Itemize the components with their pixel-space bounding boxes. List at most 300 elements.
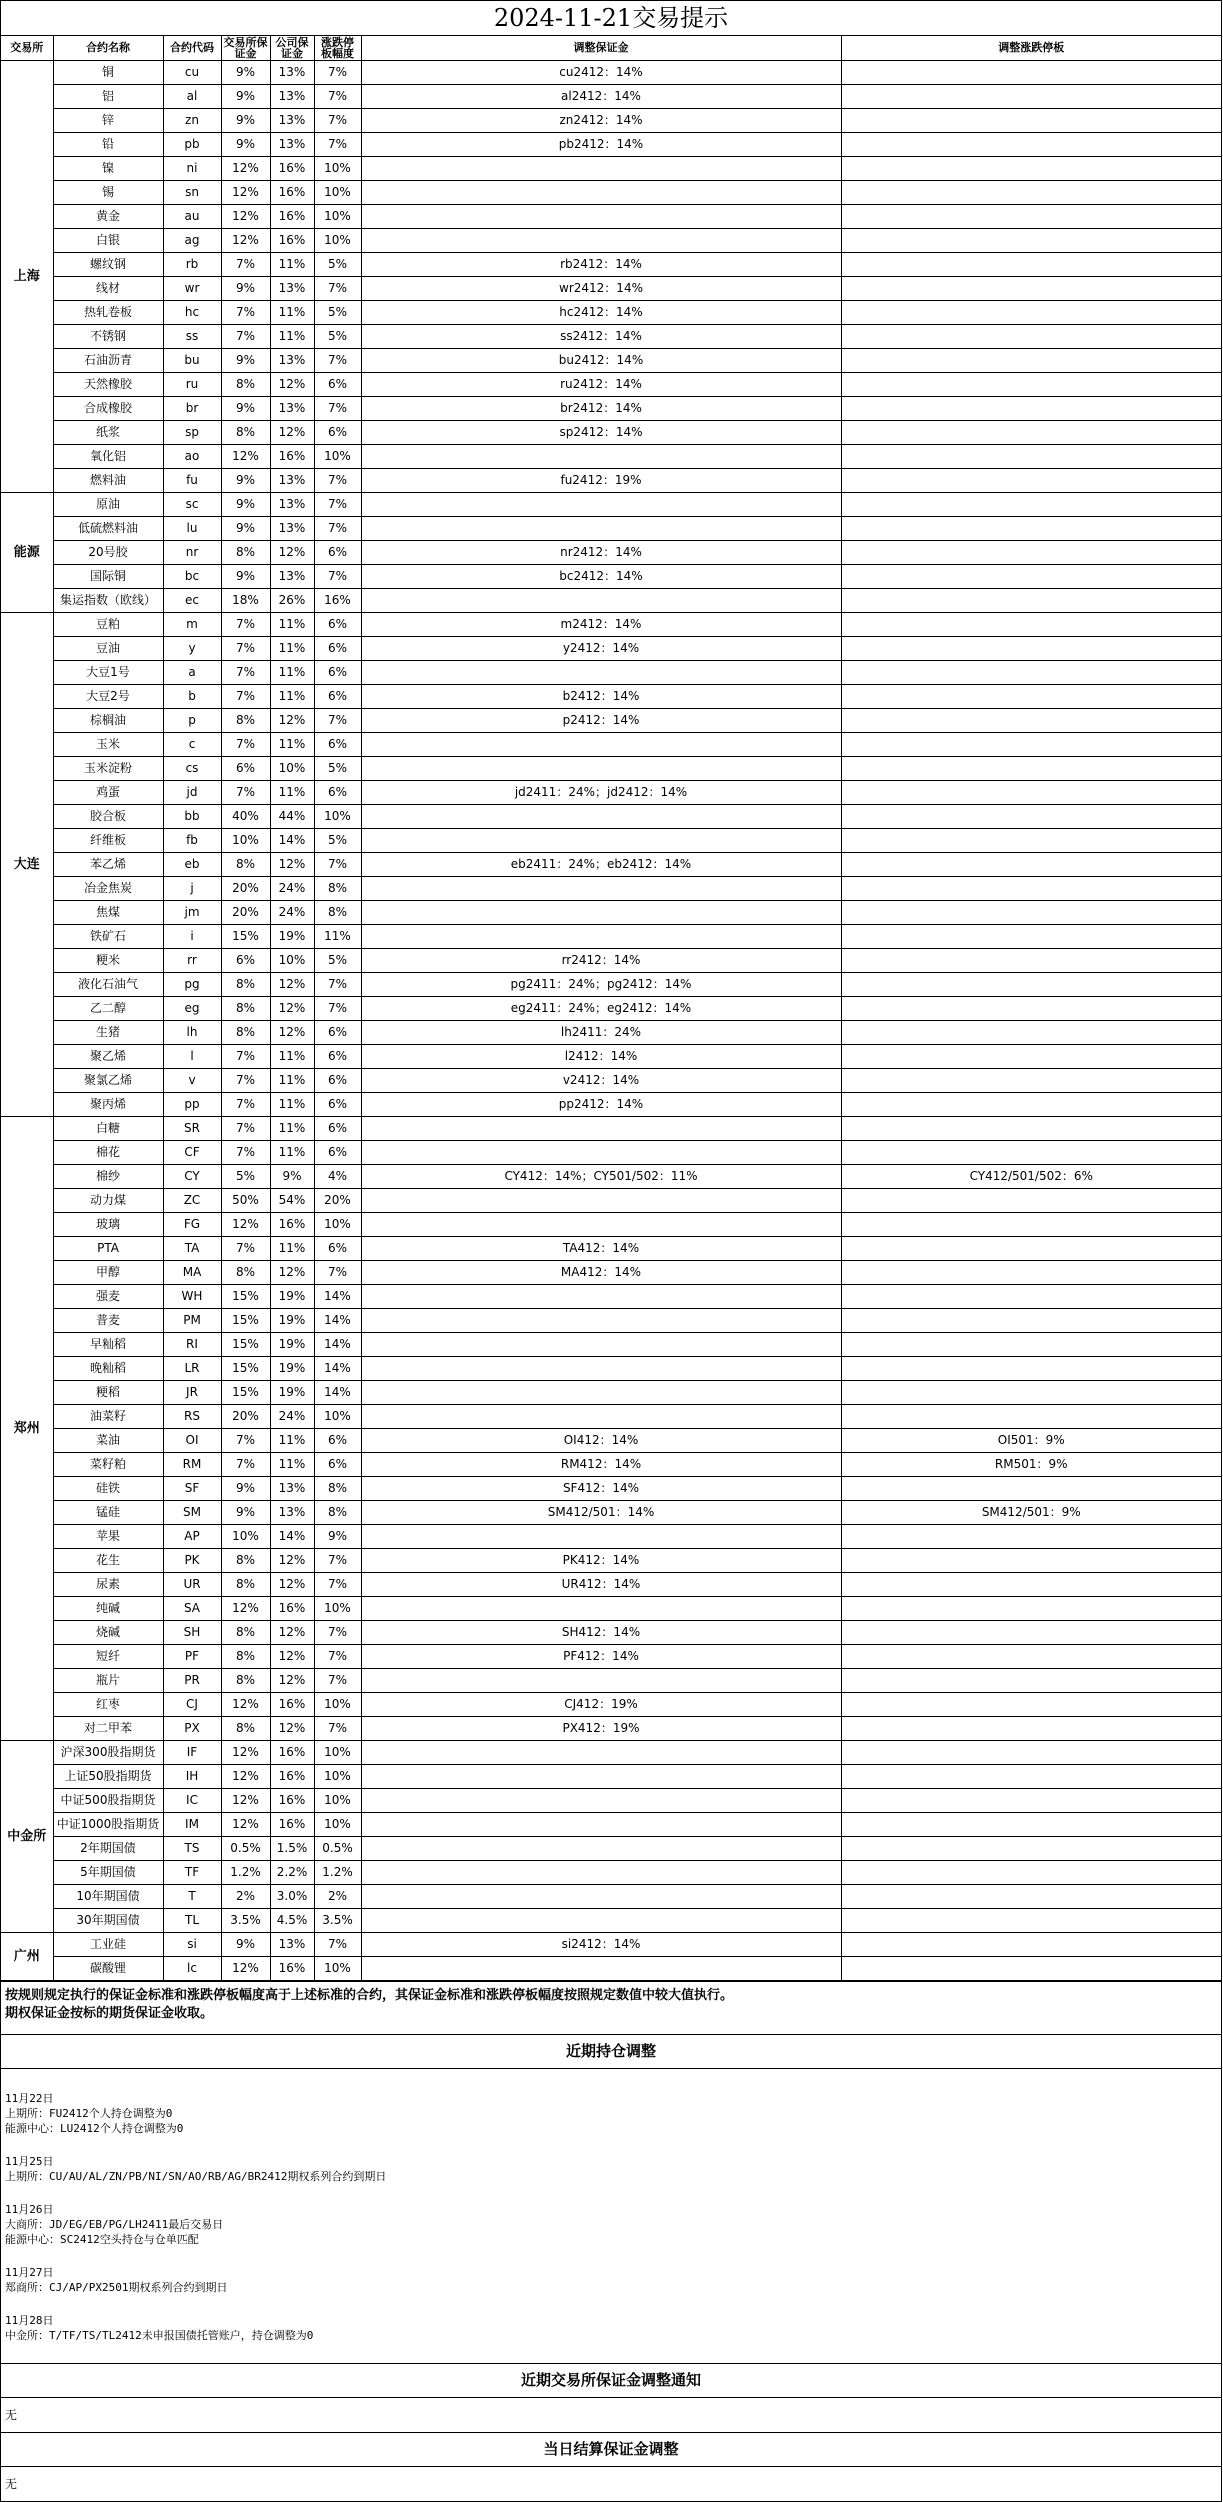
adjusted-margin-cell: l2412：14% bbox=[361, 1044, 841, 1068]
adjusted-limit-cell bbox=[841, 1668, 1221, 1692]
price-limit-cell: 6% bbox=[314, 660, 361, 684]
contract-name-cell: 菜油 bbox=[53, 1428, 163, 1452]
adjusted-margin-cell: bu2412：14% bbox=[361, 348, 841, 372]
exchange-margin-cell: 8% bbox=[221, 1572, 270, 1596]
adjusted-margin-cell: si2412：14% bbox=[361, 1932, 841, 1956]
contract-name-cell: 豆粕 bbox=[53, 612, 163, 636]
table-row bbox=[1, 900, 1221, 924]
contract-name-cell: 焦煤 bbox=[53, 900, 163, 924]
adjusted-limit-cell bbox=[841, 84, 1221, 108]
adjusted-margin-cell bbox=[361, 660, 841, 684]
contract-code-cell: TA bbox=[163, 1236, 221, 1260]
position-date: 11月22日 bbox=[5, 2091, 54, 2105]
company-margin-cell: 16% bbox=[270, 1812, 314, 1836]
price-limit-cell: 5% bbox=[314, 300, 361, 324]
contract-name-cell: 粳稻 bbox=[53, 1380, 163, 1404]
adjusted-limit-cell bbox=[841, 252, 1221, 276]
price-limit-cell: 0.5% bbox=[314, 1836, 361, 1860]
contract-code-cell: y bbox=[163, 636, 221, 660]
page-title: 2024-11-21交易提示 bbox=[1, 0, 1221, 36]
price-limit-cell: 7% bbox=[314, 1932, 361, 1956]
company-margin-cell: 13% bbox=[270, 468, 314, 492]
adjusted-limit-cell bbox=[841, 1836, 1221, 1860]
position-section-title: 近期持仓调整 bbox=[1, 2034, 1221, 2069]
table-row bbox=[1, 492, 1221, 516]
company-margin-cell: 12% bbox=[270, 1020, 314, 1044]
contract-code-cell: hc bbox=[163, 300, 221, 324]
price-limit-cell: 6% bbox=[314, 780, 361, 804]
contract-code-cell: RS bbox=[163, 1404, 221, 1428]
price-limit-cell: 7% bbox=[314, 1644, 361, 1668]
contract-code-cell: wr bbox=[163, 276, 221, 300]
table-row bbox=[1, 1356, 1221, 1380]
contract-name-cell: 大豆2号 bbox=[53, 684, 163, 708]
table-row bbox=[1, 660, 1221, 684]
adjusted-margin-cell bbox=[361, 516, 841, 540]
exchange-margin-cell: 7% bbox=[221, 1116, 270, 1140]
exchange-margin-cell: 8% bbox=[221, 1548, 270, 1572]
adjusted-margin-cell: v2412：14% bbox=[361, 1068, 841, 1092]
company-margin-cell: 13% bbox=[270, 348, 314, 372]
contract-code-cell: SR bbox=[163, 1116, 221, 1140]
price-limit-cell: 10% bbox=[314, 228, 361, 252]
table-row bbox=[1, 756, 1221, 780]
adjusted-margin-cell bbox=[361, 444, 841, 468]
contract-code-cell: TS bbox=[163, 1836, 221, 1860]
position-line: 大商所：JD/EG/EB/PG/LH2411最后交易日 bbox=[5, 2217, 224, 2231]
company-margin-cell: 12% bbox=[270, 372, 314, 396]
table-row bbox=[1, 1308, 1221, 1332]
company-margin-cell: 24% bbox=[270, 900, 314, 924]
contract-name-cell: 聚乙烯 bbox=[53, 1044, 163, 1068]
contract-code-cell: b bbox=[163, 684, 221, 708]
adjusted-limit-cell bbox=[841, 828, 1221, 852]
adjusted-limit-cell bbox=[841, 492, 1221, 516]
company-margin-cell: 11% bbox=[270, 612, 314, 636]
exchange-margin-cell: 1.2% bbox=[221, 1860, 270, 1884]
table-row bbox=[1, 1284, 1221, 1308]
contract-code-cell: al bbox=[163, 84, 221, 108]
adjusted-margin-cell: y2412：14% bbox=[361, 636, 841, 660]
adjusted-margin-cell: al2412：14% bbox=[361, 84, 841, 108]
table-row bbox=[1, 1548, 1221, 1572]
price-limit-cell: 2% bbox=[314, 1884, 361, 1908]
adjusted-limit-cell bbox=[841, 1812, 1221, 1836]
adjusted-margin-cell: RM412：14% bbox=[361, 1452, 841, 1476]
contract-code-cell: IF bbox=[163, 1740, 221, 1764]
price-limit-cell: 7% bbox=[314, 996, 361, 1020]
contract-code-cell: au bbox=[163, 204, 221, 228]
company-margin-cell: 12% bbox=[270, 1260, 314, 1284]
contract-name-cell: 20号胶 bbox=[53, 540, 163, 564]
contract-code-cell: l bbox=[163, 1044, 221, 1068]
adjusted-limit-cell bbox=[841, 1908, 1221, 1932]
table-row bbox=[1, 1788, 1221, 1812]
contract-name-cell: 石油沥青 bbox=[53, 348, 163, 372]
table-row bbox=[1, 972, 1221, 996]
contract-code-cell: cs bbox=[163, 756, 221, 780]
price-limit-cell: 10% bbox=[314, 1596, 361, 1620]
contract-name-cell: 锡 bbox=[53, 180, 163, 204]
exchange-margin-cell: 9% bbox=[221, 492, 270, 516]
company-margin-cell: 16% bbox=[270, 204, 314, 228]
contract-code-cell: eb bbox=[163, 852, 221, 876]
adjusted-limit-cell: SM412/501：9% bbox=[841, 1500, 1221, 1524]
contract-name-cell: 甲醇 bbox=[53, 1260, 163, 1284]
exchange-margin-cell: 7% bbox=[221, 1092, 270, 1116]
exchange-margin-cell: 7% bbox=[221, 1068, 270, 1092]
contract-name-cell: 对二甲苯 bbox=[53, 1716, 163, 1740]
exchange-margin-cell: 8% bbox=[221, 972, 270, 996]
exchange-margin-cell: 7% bbox=[221, 1236, 270, 1260]
adjusted-margin-cell: sp2412：14% bbox=[361, 420, 841, 444]
table-row bbox=[1, 732, 1221, 756]
price-limit-cell: 5% bbox=[314, 756, 361, 780]
adjusted-margin-cell: br2412：14% bbox=[361, 396, 841, 420]
adjusted-margin-cell: rr2412：14% bbox=[361, 948, 841, 972]
price-limit-cell: 11% bbox=[314, 924, 361, 948]
price-limit-cell: 6% bbox=[314, 1116, 361, 1140]
contract-name-cell: 乙二醇 bbox=[53, 996, 163, 1020]
contract-code-cell: v bbox=[163, 1068, 221, 1092]
contract-code-cell: IH bbox=[163, 1764, 221, 1788]
company-margin-cell: 13% bbox=[270, 132, 314, 156]
price-limit-cell: 7% bbox=[314, 348, 361, 372]
company-margin-cell: 16% bbox=[270, 1596, 314, 1620]
table-row bbox=[1, 1524, 1221, 1548]
adjusted-margin-cell bbox=[361, 1956, 841, 1980]
contract-code-cell: SH bbox=[163, 1620, 221, 1644]
table-row bbox=[1, 228, 1221, 252]
table-row bbox=[1, 924, 1221, 948]
contract-name-cell: 棉纱 bbox=[53, 1164, 163, 1188]
contract-code-cell: rb bbox=[163, 252, 221, 276]
price-limit-cell: 3.5% bbox=[314, 1908, 361, 1932]
exchange-margin-cell: 8% bbox=[221, 996, 270, 1020]
exchange-margin-cell: 9% bbox=[221, 108, 270, 132]
adjusted-margin-cell: rb2412：14% bbox=[361, 252, 841, 276]
contract-code-cell: PX bbox=[163, 1716, 221, 1740]
adjusted-margin-cell bbox=[361, 1764, 841, 1788]
exchange-margin-cell: 12% bbox=[221, 180, 270, 204]
price-limit-cell: 6% bbox=[314, 636, 361, 660]
table-row bbox=[1, 876, 1221, 900]
adjusted-limit-cell bbox=[841, 1236, 1221, 1260]
contract-name-cell: 胶合板 bbox=[53, 804, 163, 828]
contract-name-cell: 粳米 bbox=[53, 948, 163, 972]
adjusted-limit-cell bbox=[841, 516, 1221, 540]
margin-table bbox=[1, 36, 1221, 1981]
table-row bbox=[1, 636, 1221, 660]
price-limit-cell: 6% bbox=[314, 1452, 361, 1476]
table-row bbox=[1, 1596, 1221, 1620]
contract-code-cell: TL bbox=[163, 1908, 221, 1932]
exchange-margin-cell: 18% bbox=[221, 588, 270, 612]
company-margin-cell: 12% bbox=[270, 996, 314, 1020]
rule-note-line: 按规则规定执行的保证金标准和涨跌停板幅度高于上述标准的合约，其保证金标准和涨跌停板幅度按照规定数值中较大值执行。 bbox=[5, 1987, 734, 2003]
company-margin-cell: 19% bbox=[270, 1380, 314, 1404]
exchange-notice-title: 近期交易所保证金调整通知 bbox=[1, 2363, 1221, 2398]
contract-code-cell: LR bbox=[163, 1356, 221, 1380]
table-row bbox=[1, 180, 1221, 204]
price-limit-cell: 10% bbox=[314, 1764, 361, 1788]
company-margin-cell: 54% bbox=[270, 1188, 314, 1212]
contract-name-cell: 白银 bbox=[53, 228, 163, 252]
contract-code-cell: JR bbox=[163, 1380, 221, 1404]
table-row bbox=[1, 1236, 1221, 1260]
price-limit-cell: 8% bbox=[314, 1476, 361, 1500]
table-row bbox=[1, 1572, 1221, 1596]
contract-code-cell: PF bbox=[163, 1644, 221, 1668]
contract-name-cell: 短纤 bbox=[53, 1644, 163, 1668]
contract-code-cell: sn bbox=[163, 180, 221, 204]
exchange-margin-cell: 12% bbox=[221, 204, 270, 228]
exchange-margin-cell: 6% bbox=[221, 756, 270, 780]
contract-code-cell: rr bbox=[163, 948, 221, 972]
exchange-margin-cell: 15% bbox=[221, 1308, 270, 1332]
exchange-margin-cell: 8% bbox=[221, 1020, 270, 1044]
contract-name-cell: 油菜籽 bbox=[53, 1404, 163, 1428]
price-limit-cell: 7% bbox=[314, 1548, 361, 1572]
table-row bbox=[1, 396, 1221, 420]
company-margin-cell: 11% bbox=[270, 684, 314, 708]
adjusted-limit-cell bbox=[841, 660, 1221, 684]
exchange-margin-cell: 15% bbox=[221, 1284, 270, 1308]
adjusted-margin-cell bbox=[361, 1140, 841, 1164]
adjusted-limit-cell bbox=[841, 1884, 1221, 1908]
contract-code-cell: TF bbox=[163, 1860, 221, 1884]
contract-code-cell: ec bbox=[163, 588, 221, 612]
table-row bbox=[1, 1812, 1221, 1836]
table-row bbox=[1, 1404, 1221, 1428]
exchange-margin-cell: 0.5% bbox=[221, 1836, 270, 1860]
exchange-margin-cell: 15% bbox=[221, 924, 270, 948]
adjusted-margin-cell: hc2412：14% bbox=[361, 300, 841, 324]
contract-name-cell: 尿素 bbox=[53, 1572, 163, 1596]
company-margin-cell: 12% bbox=[270, 708, 314, 732]
adjusted-limit-cell bbox=[841, 180, 1221, 204]
company-margin-cell: 11% bbox=[270, 1428, 314, 1452]
table-row bbox=[1, 1908, 1221, 1932]
exchange-margin-cell: 8% bbox=[221, 1668, 270, 1692]
exchange-margin-cell: 9% bbox=[221, 396, 270, 420]
contract-code-cell: ag bbox=[163, 228, 221, 252]
price-limit-cell: 6% bbox=[314, 1020, 361, 1044]
company-margin-cell: 16% bbox=[270, 1692, 314, 1716]
contract-code-cell: AP bbox=[163, 1524, 221, 1548]
table-row bbox=[1, 1212, 1221, 1236]
price-limit-cell: 10% bbox=[314, 804, 361, 828]
header-company-margin: 公司保证金 bbox=[270, 36, 314, 60]
company-margin-cell: 11% bbox=[270, 1452, 314, 1476]
table-row bbox=[1, 1884, 1221, 1908]
contract-name-cell: 工业硅 bbox=[53, 1932, 163, 1956]
exchange-cell: 广州 bbox=[1, 1932, 53, 1980]
adjusted-margin-cell: SH412：14% bbox=[361, 1620, 841, 1644]
contract-code-cell: fu bbox=[163, 468, 221, 492]
contract-name-cell: 纸浆 bbox=[53, 420, 163, 444]
adjusted-limit-cell bbox=[841, 1524, 1221, 1548]
adjusted-margin-cell: PF412：14% bbox=[361, 1644, 841, 1668]
adjusted-margin-cell: OI412：14% bbox=[361, 1428, 841, 1452]
adjusted-limit-cell bbox=[841, 156, 1221, 180]
adjusted-margin-cell bbox=[361, 588, 841, 612]
exchange-margin-cell: 50% bbox=[221, 1188, 270, 1212]
table-row bbox=[1, 156, 1221, 180]
price-limit-cell: 7% bbox=[314, 468, 361, 492]
contract-name-cell: 大豆1号 bbox=[53, 660, 163, 684]
adjusted-limit-cell bbox=[841, 1212, 1221, 1236]
exchange-cell: 能源 bbox=[1, 492, 53, 612]
contract-code-cell: PK bbox=[163, 1548, 221, 1572]
contract-name-cell: 30年期国债 bbox=[53, 1908, 163, 1932]
price-limit-cell: 7% bbox=[314, 1716, 361, 1740]
exchange-margin-cell: 7% bbox=[221, 1140, 270, 1164]
contract-name-cell: 10年期国债 bbox=[53, 1884, 163, 1908]
exchange-margin-cell: 9% bbox=[221, 132, 270, 156]
contract-code-cell: WH bbox=[163, 1284, 221, 1308]
company-margin-cell: 12% bbox=[270, 1716, 314, 1740]
contract-name-cell: 上证50股指期货 bbox=[53, 1764, 163, 1788]
contract-name-cell: 聚丙烯 bbox=[53, 1092, 163, 1116]
adjusted-limit-cell bbox=[841, 1764, 1221, 1788]
adjusted-margin-cell: jd2411：24%；jd2412：14% bbox=[361, 780, 841, 804]
exchange-margin-cell: 7% bbox=[221, 732, 270, 756]
company-margin-cell: 13% bbox=[270, 1932, 314, 1956]
adjusted-limit-cell bbox=[841, 1548, 1221, 1572]
adjusted-limit-cell bbox=[841, 732, 1221, 756]
table-row bbox=[1, 1332, 1221, 1356]
company-margin-cell: 12% bbox=[270, 852, 314, 876]
table-row bbox=[1, 1140, 1221, 1164]
table-header-row bbox=[1, 36, 1221, 60]
table-row bbox=[1, 132, 1221, 156]
exchange-margin-cell: 7% bbox=[221, 300, 270, 324]
table-row bbox=[1, 1500, 1221, 1524]
adjusted-margin-cell: cu2412：14% bbox=[361, 60, 841, 84]
adjusted-limit-cell bbox=[841, 780, 1221, 804]
position-date: 11月25日 bbox=[5, 2154, 54, 2168]
table-row bbox=[1, 1668, 1221, 1692]
price-limit-cell: 6% bbox=[314, 420, 361, 444]
adjusted-limit-cell bbox=[841, 1044, 1221, 1068]
price-limit-cell: 7% bbox=[314, 492, 361, 516]
adjusted-limit-cell bbox=[841, 60, 1221, 84]
company-margin-cell: 13% bbox=[270, 1500, 314, 1524]
adjusted-limit-cell bbox=[841, 588, 1221, 612]
header-adjusted-margin: 调整保证金 bbox=[361, 36, 841, 60]
contract-name-cell: 红枣 bbox=[53, 1692, 163, 1716]
contract-name-cell: 热轧卷板 bbox=[53, 300, 163, 324]
rule-note-line: 期权保证金按标的期货保证金收取。 bbox=[5, 2005, 214, 2021]
table-row bbox=[1, 1644, 1221, 1668]
company-margin-cell: 11% bbox=[270, 1116, 314, 1140]
company-margin-cell: 12% bbox=[270, 972, 314, 996]
adjusted-limit-cell bbox=[841, 972, 1221, 996]
company-margin-cell: 19% bbox=[270, 1356, 314, 1380]
price-limit-cell: 6% bbox=[314, 540, 361, 564]
table-row bbox=[1, 1092, 1221, 1116]
exchange-cell: 郑州 bbox=[1, 1116, 53, 1740]
contract-name-cell: 集运指数（欧线） bbox=[53, 588, 163, 612]
adjusted-limit-cell bbox=[841, 468, 1221, 492]
adjusted-margin-cell: bc2412：14% bbox=[361, 564, 841, 588]
contract-code-cell: bb bbox=[163, 804, 221, 828]
position-date: 11月27日 bbox=[5, 2265, 54, 2279]
table-row bbox=[1, 780, 1221, 804]
exchange-margin-cell: 15% bbox=[221, 1356, 270, 1380]
header-exchange-margin: 交易所保证金 bbox=[221, 36, 270, 60]
company-margin-cell: 19% bbox=[270, 1308, 314, 1332]
table-row bbox=[1, 300, 1221, 324]
exchange-margin-cell: 40% bbox=[221, 804, 270, 828]
table-row bbox=[1, 468, 1221, 492]
exchange-margin-cell: 7% bbox=[221, 1452, 270, 1476]
exchange-margin-cell: 3.5% bbox=[221, 1908, 270, 1932]
price-limit-cell: 7% bbox=[314, 396, 361, 420]
company-margin-cell: 11% bbox=[270, 252, 314, 276]
contract-name-cell: 燃料油 bbox=[53, 468, 163, 492]
contract-name-cell: 白糖 bbox=[53, 1116, 163, 1140]
contract-name-cell: 2年期国债 bbox=[53, 1836, 163, 1860]
header-contract-name: 合约名称 bbox=[53, 36, 163, 60]
price-limit-cell: 7% bbox=[314, 516, 361, 540]
header-exchange: 交易所 bbox=[1, 36, 53, 60]
contract-code-cell: SF bbox=[163, 1476, 221, 1500]
adjusted-margin-cell: SF412：14% bbox=[361, 1476, 841, 1500]
company-margin-cell: 11% bbox=[270, 1092, 314, 1116]
contract-code-cell: nr bbox=[163, 540, 221, 564]
contract-name-cell: 铅 bbox=[53, 132, 163, 156]
table-row bbox=[1, 1740, 1221, 1764]
table-row bbox=[1, 1428, 1221, 1452]
adjusted-limit-cell bbox=[841, 1380, 1221, 1404]
exchange-margin-cell: 7% bbox=[221, 636, 270, 660]
adjusted-limit-cell bbox=[841, 372, 1221, 396]
adjusted-margin-cell bbox=[361, 1740, 841, 1764]
adjusted-limit-cell: OI501：9% bbox=[841, 1428, 1221, 1452]
company-margin-cell: 16% bbox=[270, 156, 314, 180]
adjusted-limit-cell bbox=[841, 636, 1221, 660]
exchange-margin-cell: 8% bbox=[221, 1260, 270, 1284]
company-margin-cell: 3.0% bbox=[270, 1884, 314, 1908]
price-limit-cell: 6% bbox=[314, 612, 361, 636]
price-limit-cell: 10% bbox=[314, 1812, 361, 1836]
adjusted-limit-cell: CY412/501/502：6% bbox=[841, 1164, 1221, 1188]
company-margin-cell: 11% bbox=[270, 732, 314, 756]
contract-code-cell: SM bbox=[163, 1500, 221, 1524]
adjusted-margin-cell: UR412：14% bbox=[361, 1572, 841, 1596]
contract-code-cell: SA bbox=[163, 1596, 221, 1620]
price-limit-cell: 16% bbox=[314, 588, 361, 612]
adjusted-limit-cell bbox=[841, 228, 1221, 252]
table-row bbox=[1, 1956, 1221, 1980]
table-row bbox=[1, 84, 1221, 108]
contract-name-cell: 碳酸锂 bbox=[53, 1956, 163, 1980]
exchange-margin-cell: 8% bbox=[221, 372, 270, 396]
contract-code-cell: PR bbox=[163, 1668, 221, 1692]
contract-code-cell: ZC bbox=[163, 1188, 221, 1212]
price-limit-cell: 7% bbox=[314, 84, 361, 108]
company-margin-cell: 2.2% bbox=[270, 1860, 314, 1884]
price-limit-cell: 5% bbox=[314, 828, 361, 852]
company-margin-cell: 11% bbox=[270, 780, 314, 804]
table-row bbox=[1, 852, 1221, 876]
table-row bbox=[1, 1260, 1221, 1284]
contract-name-cell: 花生 bbox=[53, 1548, 163, 1572]
contract-name-cell: 棕榈油 bbox=[53, 708, 163, 732]
adjusted-limit-cell bbox=[841, 612, 1221, 636]
